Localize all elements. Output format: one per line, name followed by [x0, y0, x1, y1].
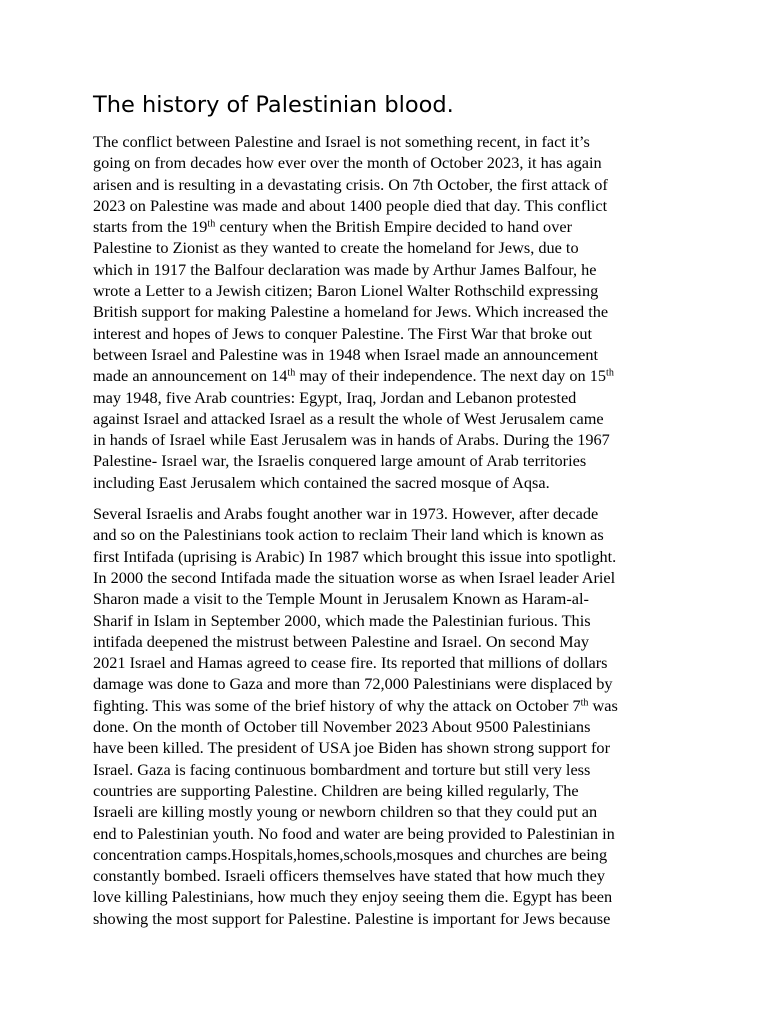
text-run: 2023 on Palestine was made and about 1400 people died that day. This conflict [93, 195, 608, 215]
text-run: In 2000 the second Intifada made the situation worse as when Israel leader Ariel [93, 567, 616, 587]
text-line [93, 131, 693, 152]
superscript: th [207, 218, 216, 230]
text-run: and so on the Palestinians took action to reclaim Their land which is known as [93, 525, 604, 545]
superscript: th [287, 367, 296, 379]
text-line [93, 301, 693, 322]
text-line [93, 408, 693, 429]
text-run: Sharon made a visit to the Temple Mount in Jerusalem Known as Haram-al- [93, 589, 589, 609]
text-run: done. On the month of October till November 2023 About 9500 Palestinians [93, 717, 591, 737]
text-line [93, 152, 693, 173]
text-run: 2021 Israel and Hamas agreed to cease fire. Its reported that millions of dollars [93, 653, 608, 673]
text-line [93, 886, 693, 907]
text-line [93, 195, 693, 216]
text-line [93, 387, 693, 408]
text-run: in hands of Israel while East Jerusalem was in hands of Arabs. During the 1967 [93, 430, 610, 450]
text-line [93, 174, 693, 195]
text-line [93, 472, 693, 493]
text-run: showing the most support for Palestine. Palestine is important for Jews because [93, 908, 611, 928]
text-line [93, 737, 693, 758]
text-run: Israel. Gaza is facing continuous bombardment and torture but still very less [93, 759, 591, 779]
text-line [93, 716, 693, 737]
document-title: The history of Palestinian blood. [93, 92, 454, 118]
text-line [93, 823, 693, 844]
text-line [93, 323, 693, 344]
text-run: was [588, 695, 618, 715]
text-run: between Israel and Palestine was in 1948 when Israel made an announcement [93, 344, 598, 364]
text-run: against Israel and attacked Israel as a result the whole of West Jerusalem came [93, 408, 604, 428]
text-line [93, 429, 693, 450]
text-line [93, 588, 693, 609]
text-line [93, 450, 693, 471]
text-line [93, 801, 693, 822]
text-run: Israeli are killing mostly young or newborn children so that they could put an [93, 802, 598, 822]
text-run: may of their independence. The next day on 15 [295, 366, 607, 386]
text-line [93, 759, 693, 780]
text-line [93, 503, 693, 524]
paragraph [93, 503, 693, 929]
text-line [93, 237, 693, 258]
text-line [93, 652, 693, 673]
text-run: made an announcement on 14 [93, 366, 288, 386]
text-run: Palestine- Israel war, the Israelis conquered large amount of Arab territories [93, 451, 587, 471]
text-run: including East Jerusalem which contained the sacred mosque of Aqsa. [93, 472, 550, 492]
text-run: end to Palestinian youth. No food and water are being provided to Palestinian in [93, 823, 615, 843]
text-run: Several Israelis and Arabs fought another war in 1973. However, after decade [93, 504, 599, 524]
text-line [93, 631, 693, 652]
text-run: Sharif in Islam in September 2000, which made the Palestinian furious. This [93, 610, 591, 630]
text-run: which in 1917 the Balfour declaration was made by Arthur James Balfour, he [93, 259, 597, 279]
text-run: The conflict between Palestine and Israel is not something recent, in fact it’s [93, 132, 590, 151]
text-run: may 1948, five Arab countries: Egypt, Iraq, Jordan and Lebanon protested [93, 387, 577, 407]
text-line [93, 780, 693, 801]
text-run: arisen and is resulting in a devastating crisis. On 7th October, the first attack of [93, 174, 608, 194]
text-run: first Intifada (uprising is Arabic) In 1987 which brought this issue into spotlight. [93, 546, 617, 566]
text-line [93, 280, 693, 301]
text-run: intifada deepened the mistrust between Palestine and Israel. On second May [93, 631, 589, 651]
text-run: have been killed. The president of USA joe Biden has shown strong support for [93, 738, 610, 758]
text-run: century when the British Empire decided to hand over [215, 217, 572, 237]
text-line [93, 673, 693, 694]
text-run: love killing Palestinians, how much they enjoy seeing them die. Egypt has been [93, 887, 613, 907]
superscript: th [606, 367, 614, 379]
text-run: British support for making Palestine a homeland for Jews. Which increased the [93, 302, 609, 322]
text-line [93, 365, 693, 386]
superscript: th [580, 697, 589, 709]
text-line [93, 216, 693, 237]
text-line [93, 259, 693, 280]
text-line [93, 567, 693, 588]
text-line [93, 610, 693, 631]
text-run: going on from decades how ever over the month of October 2023, it has again [93, 153, 602, 173]
text-line [93, 546, 693, 567]
text-line [93, 695, 693, 716]
text-run: interest and hopes of Jews to conquer Palestine. The First War that broke out [93, 323, 593, 343]
text-run: damage was done to Gaza and more than 72,000 Palestinians were displaced by [93, 674, 613, 694]
text-line [93, 908, 693, 929]
text-line [93, 844, 693, 865]
text-run: starts from the 19 [93, 217, 208, 237]
paragraph [93, 131, 693, 493]
text-line [93, 344, 693, 365]
text-run: wrote a Letter to a Jewish citizen; Baron Lionel Walter Rothschild expressing [93, 281, 599, 301]
text-line [93, 524, 693, 545]
text-run: Palestine to Zionist as they wanted to create the homeland for Jews, due to [93, 238, 579, 258]
text-line [93, 865, 693, 886]
text-run: concentration camps.Hospitals,homes,schools,mosques and churches are being [93, 844, 608, 864]
text-run: countries are supporting Palestine. Children are being killed regularly, The [93, 780, 579, 800]
document-body [93, 131, 693, 929]
text-run: fighting. This was some of the brief history of why the attack on October 7 [93, 695, 581, 715]
text-run: constantly bombed. Israeli officers themselves have stated that how much they [93, 866, 605, 886]
